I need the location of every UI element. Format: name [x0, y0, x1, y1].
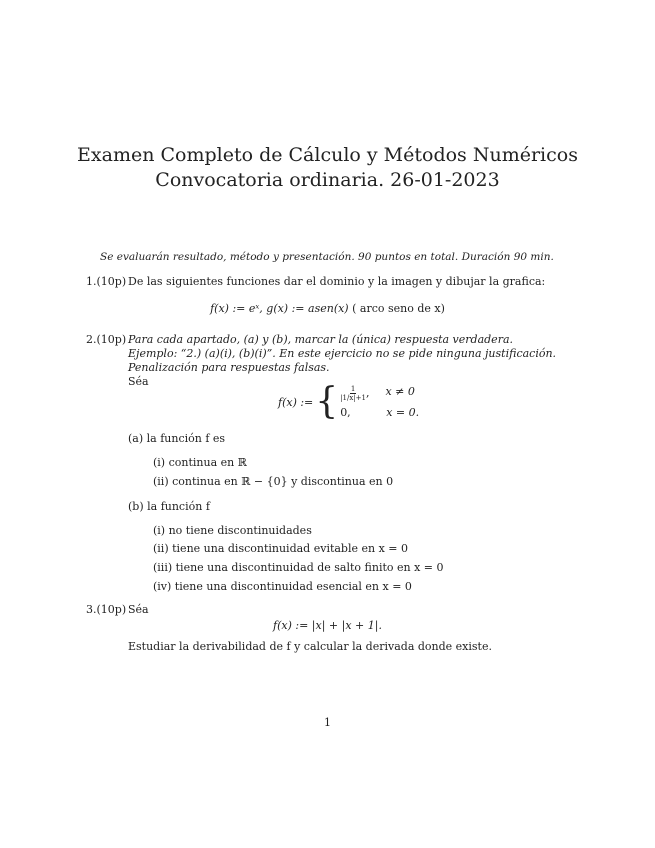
q1-number: 1.(10p): [86, 275, 127, 288]
q2-a-option-2: (ii) continua en ℝ − {0} y discontinua en 0: [153, 475, 394, 488]
case-1-fraction: [340, 385, 366, 402]
q2-b-label: (b) la función f: [128, 500, 210, 513]
q1-formula-line: [0, 302, 655, 315]
q2-sea: Séa: [128, 375, 149, 388]
piecewise-definition: [278, 381, 420, 422]
left-brace: {: [315, 381, 339, 422]
q3-formula: f(x) := |x| + |x + 1|.: [273, 619, 382, 632]
case-1-numerator: 1: [350, 385, 356, 393]
q2-b-option-2: (ii) tiene una discontinuidad evitable en x = 0: [153, 542, 409, 555]
piecewise-cases: [340, 385, 419, 419]
exam-title: [0, 143, 655, 193]
q2-instruction-2: Ejemplo: “2.) (a)(i), (b)(i)”. En este ejercicio no se pide ninguna justificación.: [128, 347, 557, 360]
q1-text: De las siguientes funciones dar el dominio y la imagen y dibujar la grafica:: [128, 275, 546, 288]
case-1-denominator: |1/x|+1: [340, 394, 366, 402]
q3-text: Estudiar la derivabilidad de f y calcular la derivada donde existe.: [128, 640, 492, 653]
case-2: [340, 406, 419, 419]
intro-text: Se evaluarán resultado, método y presentación. 90 puntos en total. Duración 90 min.: [100, 251, 554, 263]
case-1-comma: ,: [365, 386, 370, 400]
q2-a-option-1: (i) continua en ℝ: [153, 456, 247, 469]
q2-number: 2.(10p): [86, 333, 127, 346]
q3-sea: Séa: [128, 603, 149, 616]
q2-instruction-3: Penalización para respuestas falsas.: [128, 361, 330, 374]
case-2-value: 0,: [340, 406, 351, 419]
q2-a-label: (a) la función f es: [128, 432, 226, 445]
q2-b-option-4: (iv) tiene una discontinuidad esencial en x = 0: [153, 580, 412, 593]
title-line-2: Convocatoria ordinaria. 26-01-2023: [155, 169, 500, 191]
case-1: [340, 385, 419, 402]
q2-b-option-3: (iii) tiene una discontinuidad de salto finito en x = 0: [153, 561, 444, 574]
q1-formula: f(x) := eˣ, g(x) := asen(x): [210, 302, 349, 315]
q2-b-option-1: (i) no tiene discontinuidades: [153, 524, 312, 537]
title-line-1: Examen Completo de Cálculo y Métodos Numéricos: [77, 144, 578, 166]
piecewise-lhs: f(x) :=: [278, 395, 314, 409]
q1-note: ( arco seno de x): [352, 302, 445, 315]
q2-instruction-1: Para cada apartado, (a) y (b), marcar la (única) respuesta verdadera.: [128, 333, 514, 346]
case-1-condition: x ≠ 0: [385, 385, 415, 398]
q3-number: 3.(10p): [86, 603, 127, 616]
page-number: 1: [324, 716, 331, 729]
case-2-condition: x = 0.: [386, 406, 420, 419]
